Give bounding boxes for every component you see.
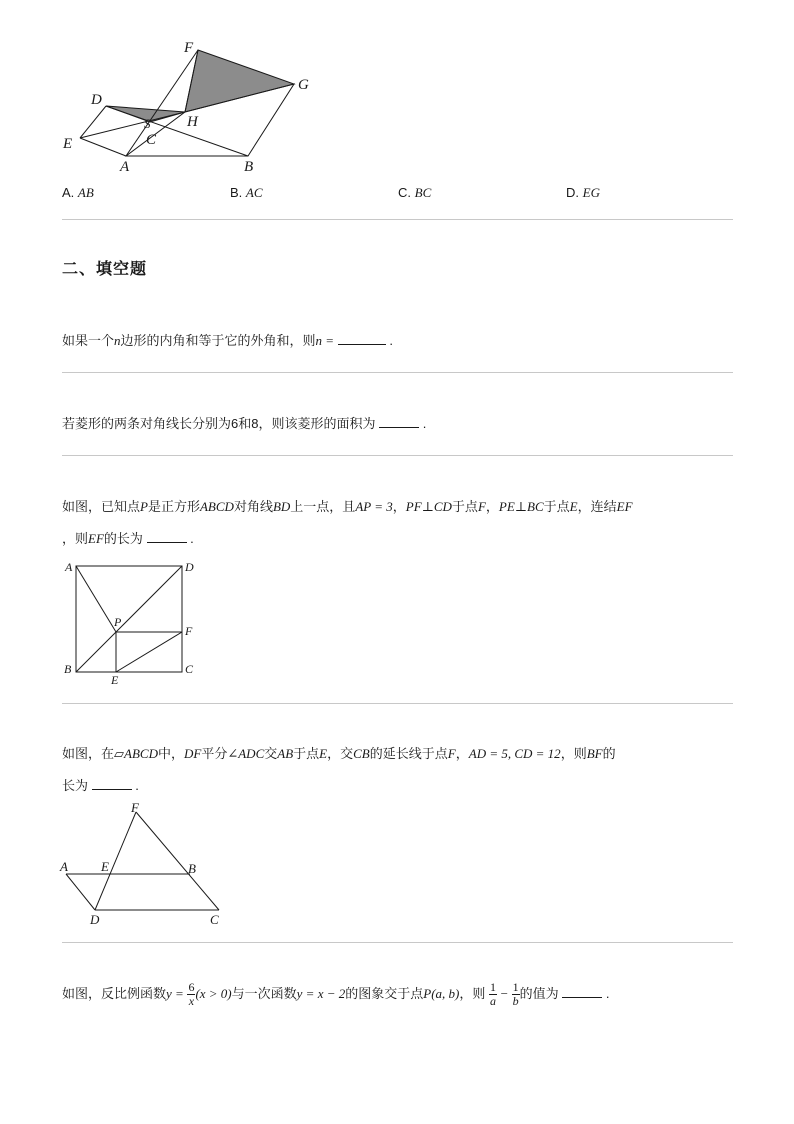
divider [62,942,733,943]
label-a: A [120,159,130,175]
label-c: C [210,912,219,927]
question-3-line1: 如图，已知点P是正方形ABCD对角线BD上一点，且AP = 3，PF⊥CD于点F，PE⊥BC于点E，连结EF [62,499,633,514]
label-f: F [131,800,139,815]
fraction-1-over-a: $\frac{1}{a}$ [490,980,497,1009]
figure-parallelogram-abcd [58,800,238,930]
question-3-line2: ，则EF的长为 . [62,531,194,546]
label-c: C [146,132,157,148]
divider [62,219,733,220]
label-e: E [63,136,73,152]
label-b: B [64,662,72,676]
question-4-line1: 如图，在▱ABCD中，DF平分∠ADC交AB于点E，交CB的延长线于点F，AD = 5, CD = 12，则BF的 [62,746,616,761]
figure-rhombus-triangles [58,38,328,178]
question-2: 若菱形的两条对角线长分别为6和8，则该菱形的面积为 . [62,416,427,431]
option-d[interactable]: D. EG [566,185,600,200]
answer-blank[interactable] [92,777,132,790]
divider [62,372,733,373]
answer-blank[interactable] [338,332,386,345]
answer-blank[interactable] [379,415,419,428]
label-c: C [185,662,194,676]
label-g: G [298,77,309,93]
label-e: E [101,859,109,874]
question-4-line2: 长为 . [62,778,139,793]
label-d: D [91,92,102,108]
label-a: A [65,560,73,574]
label-f: F [185,624,193,638]
label-p: P [114,615,122,629]
question-5: 如图，反比例函数y = $\frac{6}{x}$ (x > 0)与一次函数y = x − 2的图象交于点P(a, b)，则 $\frac{1}{a}$ − $\frac{1}{b}$ 的值为 . [62,980,610,1009]
label-d: D [185,560,194,574]
option-b[interactable]: B. AC [230,185,263,200]
fraction-1-over-b: $\frac{1}{b}$ [512,980,519,1009]
label-h: H [187,114,198,130]
answer-blank[interactable] [562,985,602,998]
divider [62,455,733,456]
option-a[interactable]: A. AB [62,185,94,200]
label-b: B [188,861,196,876]
label-e: E [111,673,119,686]
fraction-6-over-x: $\frac{6}{x}$ [188,980,195,1009]
figure-square-abcd [60,556,210,686]
shaded-triangle-fgh [185,50,294,112]
section-title: 二、填空题 [62,261,148,278]
label-f: F [184,40,194,56]
label-s: S [144,116,151,131]
answer-blank[interactable] [147,530,187,543]
option-c[interactable]: C. BC [398,185,432,200]
divider [62,703,733,704]
question-1: 如果一个n边形的内角和等于它的外角和，则n = . [62,333,393,348]
label-d: D [90,912,100,927]
label-b: B [244,159,254,175]
label-a: A [60,859,68,874]
